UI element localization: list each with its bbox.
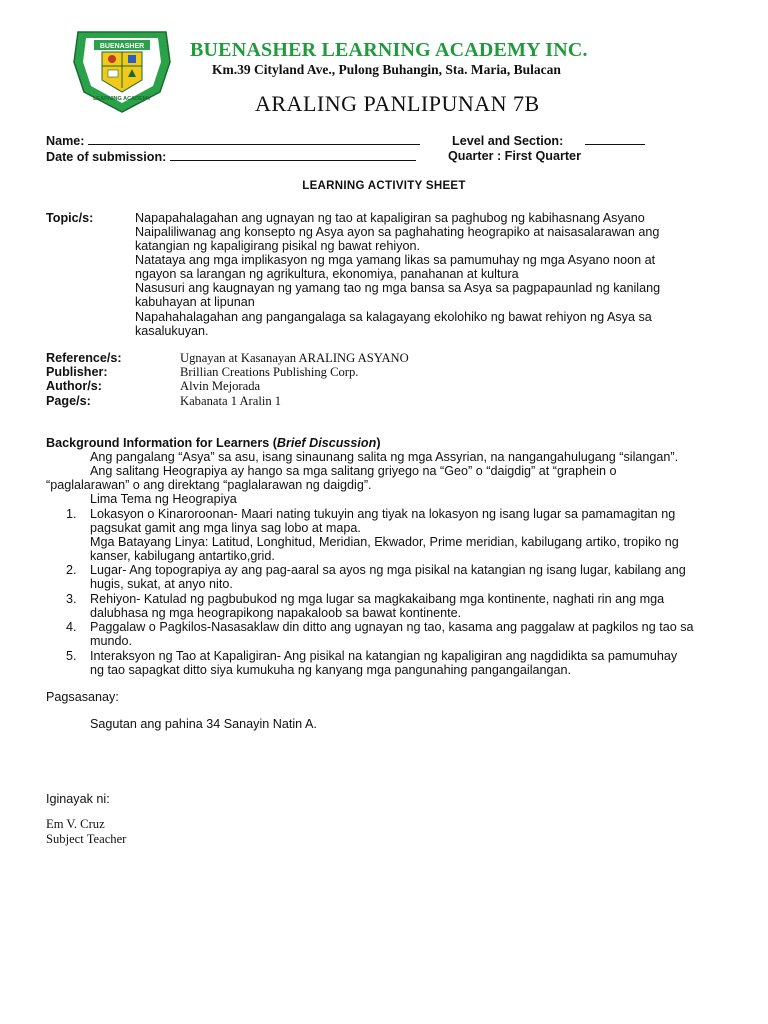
list-item-number: 5. [66, 649, 77, 663]
list-item-number: 4. [66, 620, 77, 634]
list-item-line: Rehiyon- Katulad ng pagbubukod ng mga lugar sa magkakaibang mga kontinente, naghati rin ang mga [90, 592, 665, 606]
author-value: Alvin Mejorada [180, 379, 261, 393]
background-heading [46, 436, 381, 450]
list-item-number: 1. [66, 507, 77, 521]
list-item-line: hugis, sukat, at anyo nito. [90, 577, 233, 591]
date-blank[interactable] [170, 149, 416, 161]
topic-line: kasalukuyan. [135, 324, 209, 338]
pages-value: Kabanata 1 Aralin 1 [180, 394, 282, 408]
topic-line: Natataya ang mga implikasyon ng mga yamang likas sa pamumuhay ng mga Asyano noon at [135, 253, 656, 267]
subject-title: ARALING PANLIPUNAN 7B [255, 91, 540, 116]
level-section-blank[interactable] [585, 133, 645, 145]
list-item-number: 2. [66, 563, 77, 577]
background-paragraph: “paglalarawan” o ang direktang “paglalarawan ng daigdig”. [46, 478, 372, 492]
teacher-role: Subject Teacher [46, 832, 127, 846]
school-name: BUENASHER LEARNING ACADEMY INC. [190, 39, 588, 61]
reference-label: Reference/s: [46, 351, 122, 365]
topic-line: katangian ng kapaligirang pisikal ng bawat rehiyon. [135, 239, 420, 253]
reference-value: Ugnayan at Kasanayan ARALING ASYANO [180, 351, 409, 365]
level-section-field[interactable] [452, 133, 645, 148]
publisher-label: Publisher: [46, 365, 108, 379]
list-item-number: 3. [66, 592, 77, 606]
publisher-value: Brillian Creations Publishing Corp. [180, 365, 359, 379]
school-logo [70, 22, 174, 114]
name-blank[interactable] [88, 133, 420, 145]
background-paragraph: Ang salitang Heograpiya ay hango sa mga salitang griyego na “Geo” o “daigdig” at “graphein o [90, 464, 617, 478]
date-field[interactable] [46, 149, 416, 164]
topic-line: Napapahalagahan ang ugnayan ng tao at kapaligiran sa paghubog ng kabihasnang Asyano [135, 211, 645, 225]
topic-line: Naipaliliwanag ang konsepto ng Asya ayon sa paghahating heograpiko at naisasalarawan ang [135, 225, 660, 239]
topic-line: Napahahalagahan ang pangangalaga sa kalagayang ekolohiko ng bawat rehiyon ng Asya sa [135, 310, 652, 324]
logo-ring-text: LEARNING ACADEMY [93, 96, 151, 102]
date-label: Date of submission: [46, 150, 167, 164]
list-item-line: kanser, kabilugang antartiko,grid. [90, 549, 275, 563]
name-label: Name: [46, 134, 85, 148]
list-item-line: ng tao sapagkat ditto siya kumukuha ng kanyang mga pangunahing pangangailangan. [90, 663, 572, 677]
school-address: Km.39 Cityland Ave., Pulong Buhangin, Sta. Maria, Bulacan [212, 62, 561, 77]
list-item-line: Interaksyon ng Tao at Kapaligiran- Ang pisikal na katangian ng kapaligiran ang nagdidikta sa pamumuhay [90, 649, 678, 663]
themes-title: Lima Tema ng Heograpiya [90, 492, 237, 506]
author-label: Author/s: [46, 379, 102, 393]
topic-line: kabuhayan at lipunan [135, 295, 255, 309]
name-field[interactable] [46, 133, 420, 148]
pages-label: Page/s: [46, 394, 91, 408]
list-item-line: dalubhasa ng mga heograpikong napakaloob sa bawat kontinente. [90, 606, 462, 620]
quarter-label: Quarter : First Quarter [448, 149, 581, 163]
exercise-instruction: Sagutan ang pahina 34 Sanayin Natin A. [90, 717, 317, 731]
list-item-line: Mga Batayang Linya: Latitud, Longhitud, Meridian, Ekwador, Prime meridian, kabilugang artiko, tropiko ng [90, 535, 679, 549]
list-item-line: Lugar- Ang topograpiya ay ang pag-aaral sa ayos ng mga pisikal na katangian ng isang lugar, kabilang ang [90, 563, 686, 577]
list-item-line: pagsukat gamit ang mga linya sag lobo at mapa. [90, 521, 361, 535]
topic-line: Nasusuri ang kaugnayan ng yamang tao ng mga bansa sa Asya sa pagpapaunlad ng kanilang [135, 281, 661, 295]
sheet-title: LEARNING ACTIVITY SHEET [302, 180, 466, 192]
topic-line: ngayon sa larangan ng agrikultura, ekonomiya, panahanan at kultura [135, 267, 519, 281]
list-item-line: Paggalaw o Pagkilos-Nasasaklaw din ditto ang ugnayan ng tao, kasama ang paggalaw at pagkilos ng tao sa [90, 620, 694, 634]
logo-text: BUENASHER [99, 43, 145, 50]
topics-label: Topic/s: [46, 211, 94, 225]
background-paragraph: Ang pangalang “Asya” sa asu, isang sinaunang salita ng mga Assyrian, na nangangahulugang “silangan”. [90, 450, 679, 464]
list-item-line: mundo. [90, 634, 133, 648]
prepared-by-label: Iginayak ni: [46, 792, 110, 806]
level-section-label: Level and Section: [452, 134, 564, 148]
background-heading-suffix: ) [376, 436, 381, 450]
teacher-name: Em V. Cruz [46, 817, 105, 831]
exercise-label: Pagsasanay: [46, 690, 119, 704]
background-heading-prefix: Background Information for Learners ( [46, 436, 277, 450]
background-heading-italic: Brief Discussion [276, 436, 377, 450]
list-item-line: Lokasyon o Kinaroroonan- Maari nating tukuyin ang tiyak na lokasyon ng isang lugar sa pamamagitan ng [90, 507, 676, 521]
